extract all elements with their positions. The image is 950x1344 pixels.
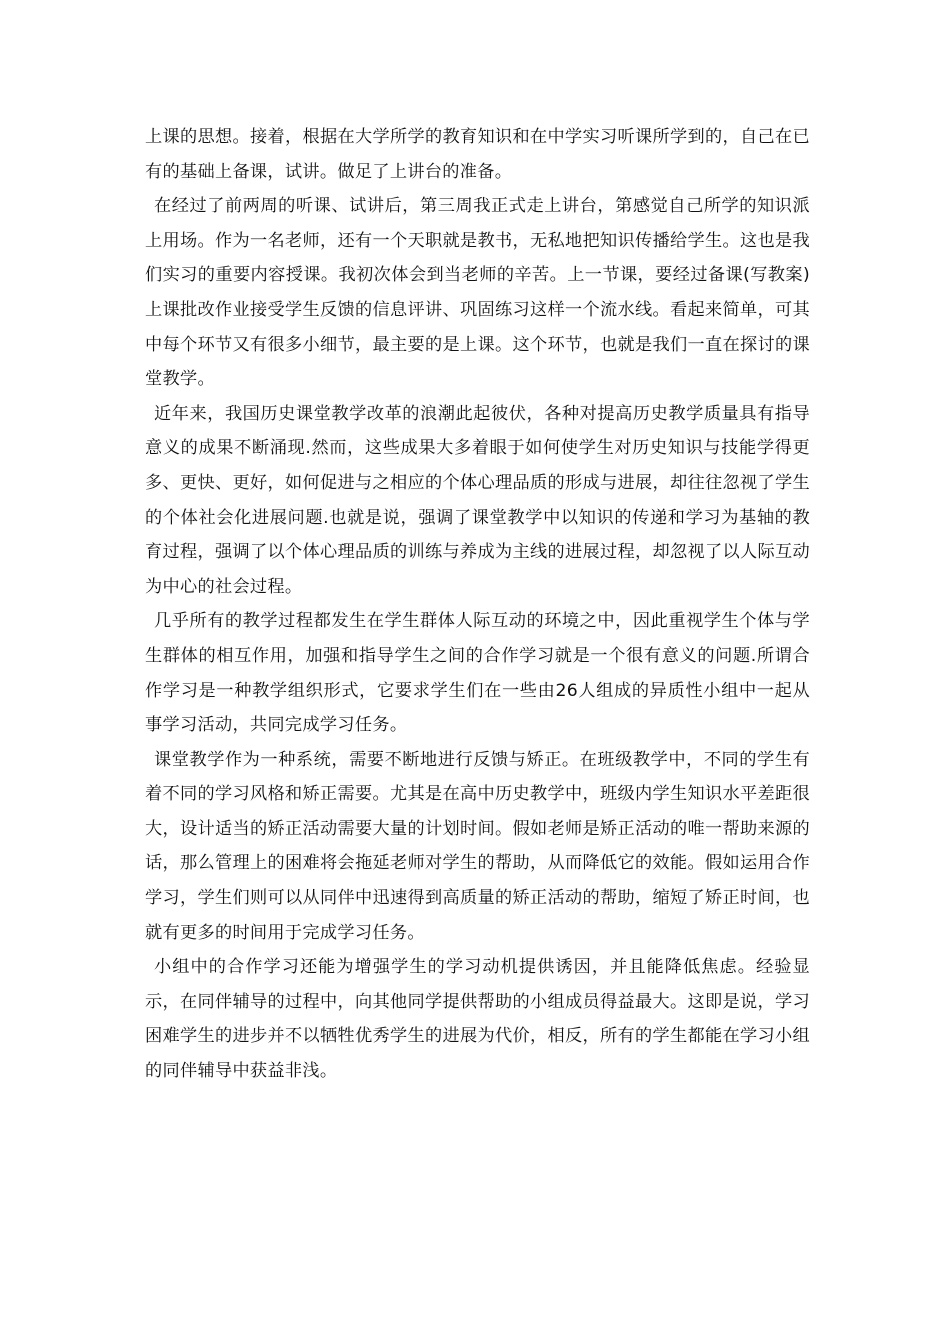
paragraph-5: 课堂教学作为一种系统，需要不断地进行反馈与矫正。在班级教学中，不同的学生有着不同的学习风格和矫正需要。尤其是在高中历史教学中，班级内学生知识水平差距很大，设计适当的矫正活动需要大量的计划时间。假如老师是矫正活动的唯一帮助来源的话，那么管理上的困难将会拖延老师对学生的帮助，从而降低它的效能。假如运用合作学习，学生们则可以从同伴中迅速得到高质量的矫正活动的帮助，缩短了矫正时间，也就有更多的时间用于完成学习任务。 [145, 749, 810, 943]
paragraph-2: 在经过了前两周的听课、试讲后，第三周我正式走上讲台，第感觉自己所学的知识派上用场。作为一名老师，还有一个天职就是教书，无私地把知识传播给学生。这也是我们实习的重要内容授课。我初次体会到当老师的辛苦。上一节课，要经过备课(写教案)上课批改作业接受学生反馈的信息评讲、巩固练习这样一个流水线。看起来简单，可其中每个环节又有很多小细节，最主要的是上课。这个环节，也就是我们一直在探讨的课堂教学。 [145, 196, 810, 390]
paragraph-4: 几乎所有的教学过程都发生在学生群体人际互动的环境之中，因此重视学生个体与学生群体的相互作用，加强和指导学生之间的合作学习就是一个很有意义的问题.所谓合作学习是一种教学组织形式，它要求学生们在一些由26人组成的异质性小组中一起从事学习活动，共同完成学习任务。 [145, 611, 810, 736]
document-body [145, 120, 810, 1089]
paragraph-6: 小组中的合作学习还能为增强学生的学习动机提供诱因，并且能降低焦虑。经验显示，在同伴辅导的过程中，向其他同学提供帮助的小组成员得益最大。这即是说，学习困难学生的进步并不以牺牲优秀学生的进展为代价，相反，所有的学生都能在学习小组的同伴辅导中获益非浅。 [145, 957, 810, 1082]
paragraph-1: 上课的思想。接着，根据在大学所学的教育知识和在中学实习听课所学到的，自己在已有的基础上备课，试讲。做足了上讲台的准备。 [145, 127, 810, 182]
paragraph-3: 近年来，我国历史课堂教学改革的浪潮此起彼伏，各种对提高历史教学质量具有指导意义的成果不断涌现.然而，这些成果大多着眼于如何使学生对历史知识与技能学得更多、更快、更好，如何促进与之相应的个体心理品质的形成与进展，却往往忽视了学生的个体社会化进展问题.也就是说，强调了课堂教学中以知识的传递和学习为基轴的教育过程，强调了以个体心理品质的训练与养成为主线的进展过程，却忽视了以人际互动为中心的社会过程。 [145, 403, 810, 597]
